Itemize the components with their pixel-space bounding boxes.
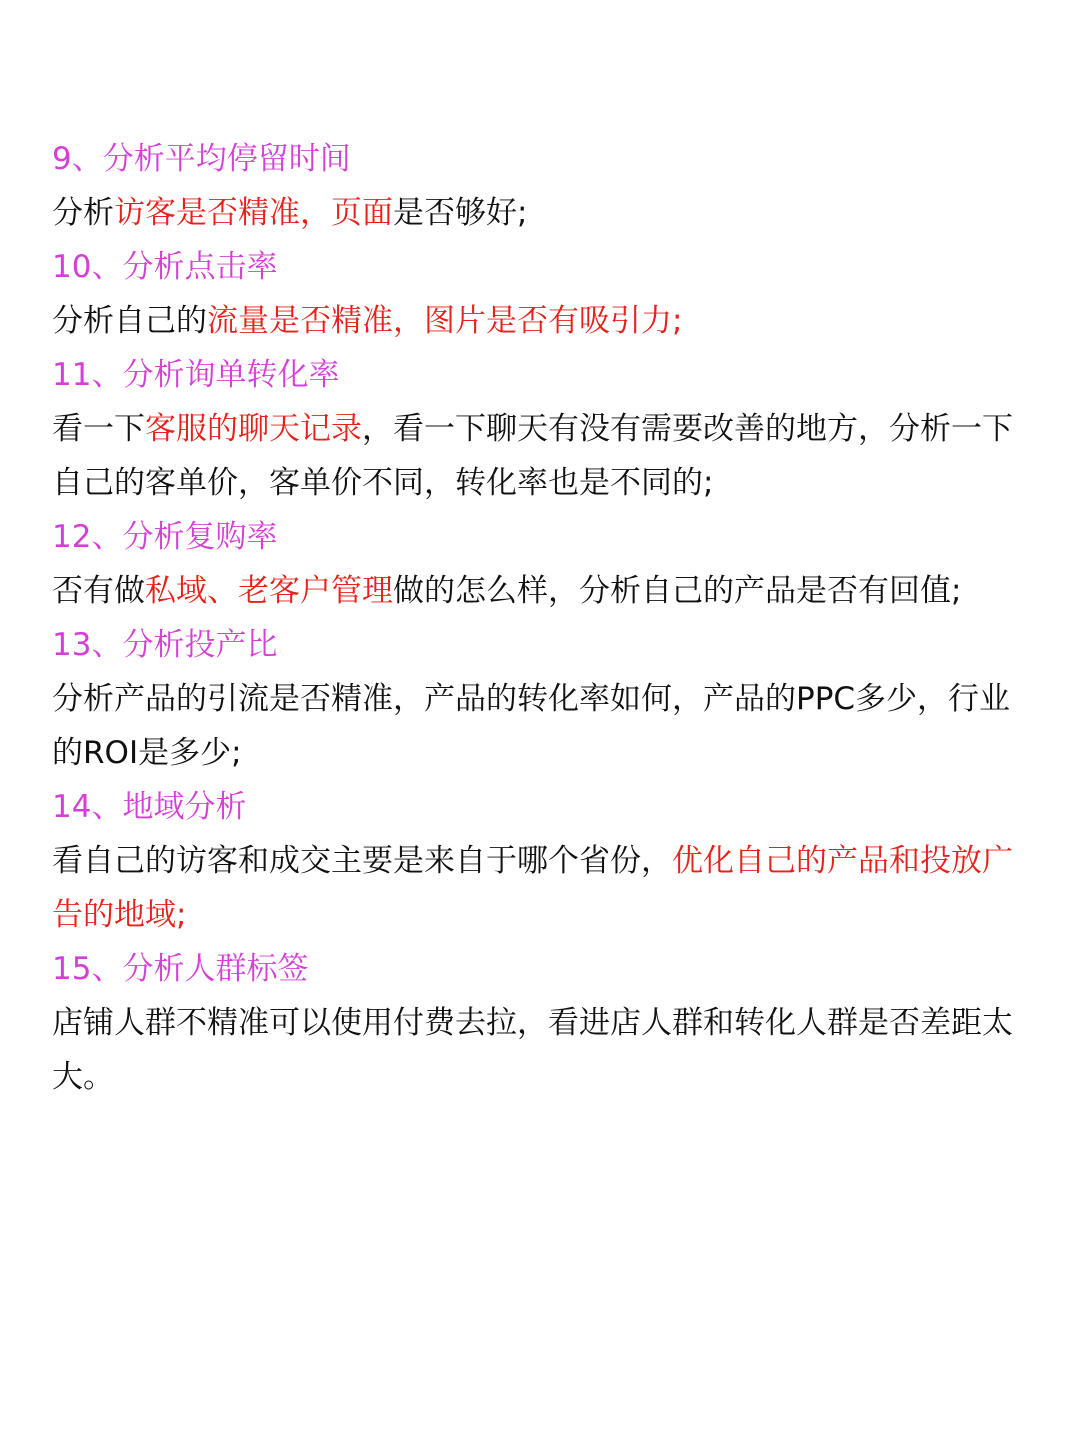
section-11 <box>52 348 1032 510</box>
section-heading: 10、分析点击率 <box>52 249 278 285</box>
section-10 <box>52 240 1032 348</box>
section-body <box>52 564 1032 618</box>
body-text: 看自己的访客和成交主要是来自于哪个省份， <box>52 843 672 879</box>
section-9 <box>52 132 1032 240</box>
section-heading: 9、分析平均停留时间 <box>52 141 351 177</box>
section-body <box>52 186 1032 240</box>
body-text: 分析产品的引流是否精准，产品的转化率如何，产品的PPC多少，行业的ROI是多少; <box>52 681 1011 771</box>
body-text: 分析 <box>52 195 114 231</box>
body-text: 否有做 <box>52 573 145 609</box>
body-highlight: 私域、老客户管理 <box>145 573 393 609</box>
body-highlight: 优化自己的产品和投放广告的地域; <box>52 843 1013 933</box>
body-text: ，看一下聊天有没有需要改善的地方，分析一下自己的客单价，客单价不同，转化率也是不同的; <box>52 411 1013 501</box>
section-14 <box>52 780 1032 942</box>
body-text: 做的怎么样，分析自己的产品是否有回值; <box>393 573 962 609</box>
body-text: 是否够好; <box>393 195 528 231</box>
section-heading: 13、分析投产比 <box>52 627 278 663</box>
body-highlight: 流量是否精准，图片是否有吸引力; <box>207 303 683 339</box>
body-text: 看一下 <box>52 411 145 447</box>
section-heading: 11、分析询单转化率 <box>52 357 340 393</box>
section-body <box>52 402 1032 510</box>
section-13 <box>52 618 1032 780</box>
section-heading: 15、分析人群标签 <box>52 951 309 987</box>
section-body <box>52 294 1032 348</box>
section-body <box>52 834 1032 942</box>
section-heading: 14、地域分析 <box>52 789 247 825</box>
body-text: 分析自己的 <box>52 303 207 339</box>
section-body <box>52 672 1032 780</box>
section-15 <box>52 942 1032 1104</box>
document-content <box>52 132 1032 1104</box>
section-body <box>52 996 1032 1104</box>
section-heading: 12、分析复购率 <box>52 519 278 555</box>
section-12 <box>52 510 1032 618</box>
body-highlight: 客服的聊天记录 <box>145 411 362 447</box>
body-highlight: 访客是否精准，页面 <box>114 195 393 231</box>
body-text: 店铺人群不精准可以使用付费去拉，看进店人群和转化人群是否差距太大。 <box>52 1005 1013 1095</box>
